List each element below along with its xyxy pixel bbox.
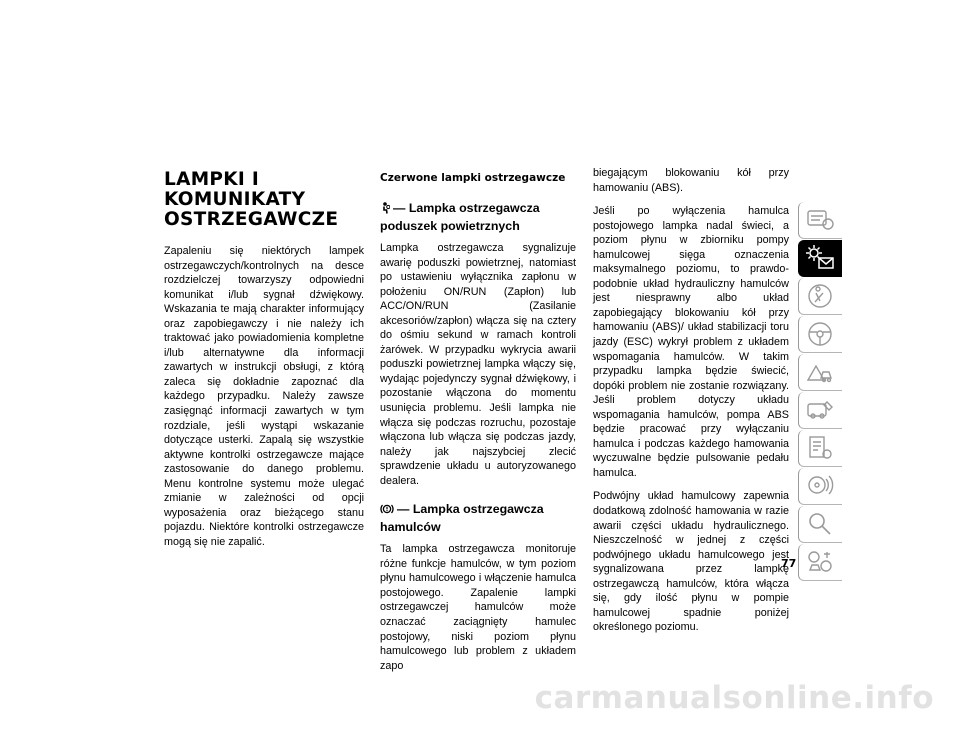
- tab-languages[interactable]: [798, 544, 842, 581]
- vehicle-info-icon: [805, 206, 835, 234]
- tab-safety[interactable]: [798, 278, 842, 315]
- tab-warning-lights[interactable]: [798, 240, 842, 277]
- page-number: 77: [781, 557, 797, 570]
- roadside-emergency-icon: [805, 358, 835, 386]
- dual-brake-paragraph: Podwójny układ hamulcowy zapewnia dodatkową zdolność hamowania w razie awarii części układu hydraulicznego. Nieszczelność w jednej z części podwójnego układu hamulcowego jest sygnalizowana przez lampkę ostrzegawczą hamulców, która włącza się, gdy ilość płynu w pompie hamulcowej spadnie poniżej określonego poziomu.: [593, 490, 789, 634]
- parking-brake-paragraph: Jeśli po wyłączenia hamulca postojowego lampka nadal świeci, a poziom płynu w zbiorniku pompy hamulcowej sięga oznaczenia maksymalnego poziomu, to prawdopodobnie układ hydrauliczny hamulców jest niesprawny albo układ zapobiegający blokowaniu kół przy hamowaniu (ABS)/ układ stabilizacji toru jazdy (ESC) wykrył problem z układem wspomagania hamulców. W takim przypadku lampka będzie świecić, dopóki problem nie zostanie rozwiązany. Jeśli problem dotyczy układu wspomagania hamulców, pompa ABS będzie pracować przy wyłączaniu hamulca i podczas każdego hamowania wyczuwalne będzie pulsowanie pedału hamulca.: [593, 205, 789, 479]
- red-lamps-subtitle: Czerwone lampki ostrzegawcze: [380, 172, 566, 184]
- airbag-lamp-text: Lampka ostrzegawcza sygnalizuje awarię poduszki powietrznej, natomiast po ustawieniu wyłącznika zapłonu w położeniu ON/RUN (Zapłon) lub ACC/ON/RUN (Zasilanie akcesoriów/zapłon) włącza się na cztery do ośmiu sekund w ramach kontroli żarówek. W przypadku wykrycia awarii poduszki powietrznej lampka włączy się, wydając pojedynczy sygnał dźwiękowy, i pozostanie włączona do momentu usunięcia problemu. Jeśli lampka nie włącza się podczas rozruchu, pozostaje włączona lub włącza się podczas jazdy, należy jak najszybciej zlecić sprawdzenie układu u autoryzowanego dealera.: [380, 242, 576, 487]
- seat-belt-safety-icon: [805, 282, 835, 310]
- steering-wheel-icon: [805, 320, 835, 348]
- warning-lights-icon: [805, 244, 835, 272]
- service-maintenance-icon: [805, 396, 835, 424]
- intro-paragraph: Zapaleniu się niektórych lampek ostrzegawczych/kontrolnych na desce rozdzielczej towarzyszy odpowiedni komunikat i/lub sygnał dźwiękowy. Wskazania te mają charakter informujący oraz zapobiegawczy i nie należy ich traktować jako powiadomienia kompletne i/lub alternatywne dla informacji zawartych w instrukcji obsługi, z którą zaleca się dokładnie zapoznać dla każdego przypadku. Należy zawsze zasięgnąć informacji zawartych w tym rozdziale, jeśli wystąpi wskazanie dotyczące usterki. Zapalą się wszystkie aktywne kontrolki ostrzegawcze mające zastosowanie do danego problemu. Menu kontrolne systemu może ulegać zmianie w zależności od opcji wyposażenia oraz bieżącego stanu pojazdu. Niektóre kontrolki ostrzegawcze mogą się nie zapalić.: [164, 245, 364, 548]
- search-index-icon: [805, 510, 835, 538]
- tab-index[interactable]: [798, 506, 842, 543]
- chapter-tabs: [798, 202, 842, 582]
- multimedia-icon: [805, 472, 835, 500]
- watermark: carmanualsonline.info: [534, 680, 934, 716]
- tab-multimedia[interactable]: [798, 468, 842, 505]
- section-title-line1: LAMPKI I KOMUNIKATY: [164, 169, 306, 210]
- brake-lamp-text: Ta lampka ostrzegawcza monitoruje różne funkcje hamulców, w tym poziom płynu hamulcowego i włączenie hamulca postojowego. Zapalenie lampki ostrzegawczej hamulców może oznaczać zaciągnięty hamulec postojowy, niski poziom płynu hamulcowego lub problem z układem zapo: [380, 543, 576, 672]
- airbag-lamp-heading-text: — Lampka ostrzegawcza poduszek powietrznych: [380, 201, 540, 233]
- tab-vehicle-info[interactable]: [798, 202, 842, 239]
- section-title: [164, 170, 364, 230]
- airbag-icon: [380, 202, 390, 218]
- tab-specifications[interactable]: [798, 430, 842, 467]
- tab-starting-operating[interactable]: [798, 316, 842, 353]
- red-lamps-column: [380, 172, 576, 682]
- airbag-lamp-heading: [380, 200, 576, 234]
- technical-specifications-icon: [805, 434, 835, 462]
- tab-emergency[interactable]: [798, 354, 842, 391]
- intro-column: [164, 170, 364, 558]
- brake-continuation-column: [593, 166, 789, 644]
- brake-lamp-heading-text: — Lampka ostrzegawcza hamulców: [380, 502, 544, 535]
- section-title-line2: OSTRZEGAWCZE: [164, 209, 339, 230]
- brake-lamp-heading: [380, 501, 576, 535]
- tab-service[interactable]: [798, 392, 842, 429]
- brake-warning-icon: [380, 503, 394, 519]
- languages-icon: [805, 548, 835, 576]
- abs-paragraph: biegającym blokowaniu kół przy hamowaniu (ABS).: [593, 167, 789, 194]
